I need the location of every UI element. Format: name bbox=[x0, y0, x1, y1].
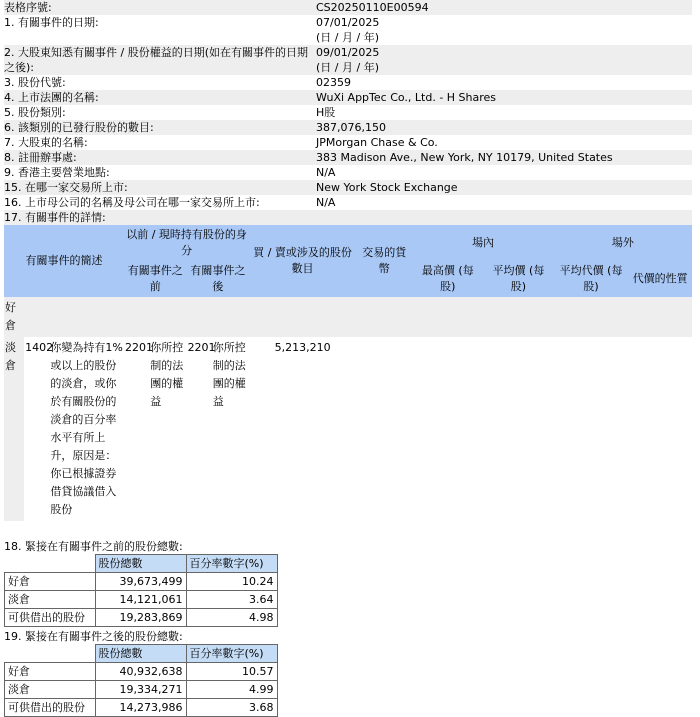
shares-total: 14,121,061 bbox=[95, 591, 186, 609]
percentage-header: 百分率數字(%) bbox=[186, 555, 277, 573]
field-row bbox=[4, 195, 692, 210]
percentage: 3.68 bbox=[186, 699, 277, 717]
shares-total: 14,273,986 bbox=[95, 699, 186, 717]
serial-label: 表格序號: bbox=[4, 1, 52, 14]
field-value: N/A bbox=[316, 166, 336, 179]
field-label: 3. 股份代號: bbox=[4, 76, 66, 89]
field-value: New York Stock Exchange bbox=[316, 181, 458, 194]
percentage: 4.98 bbox=[186, 609, 277, 627]
table-row bbox=[5, 699, 278, 717]
currency-header: 交易的貨幣 bbox=[356, 225, 412, 297]
average-price-header: 平均價 (每股) bbox=[483, 261, 554, 297]
event-detail-table bbox=[4, 225, 692, 521]
serial-value: CS20250110E00594 bbox=[316, 1, 429, 14]
shares-involved: 5,213,210 bbox=[274, 341, 331, 354]
field-value: 02359 bbox=[316, 76, 351, 89]
before-capacity-code: 2201 bbox=[125, 341, 154, 354]
field-value: 387,076,150 bbox=[316, 121, 386, 134]
row-label: 可供借出的股份 bbox=[5, 699, 96, 717]
serial-row bbox=[4, 0, 692, 15]
field-row bbox=[4, 180, 692, 195]
row-label: 好倉 bbox=[5, 663, 96, 681]
before-capacity-text: 你所控制的法團的權益 bbox=[150, 341, 184, 408]
shares-total: 19,283,869 bbox=[95, 609, 186, 627]
field-label: 5. 股份類別: bbox=[4, 106, 66, 119]
before-event-totals-table bbox=[4, 554, 278, 627]
field-row bbox=[4, 90, 692, 105]
section-19-title: 19. 緊接在有關事件之後的股份總數: bbox=[4, 630, 183, 643]
section-17-title-row bbox=[4, 210, 692, 225]
table-row bbox=[5, 609, 278, 627]
long-position-row bbox=[4, 297, 692, 337]
percentage: 3.64 bbox=[186, 591, 277, 609]
row-label: 可供借出的股份 bbox=[5, 609, 96, 627]
row-label: 淡倉 bbox=[5, 591, 96, 609]
field-value: N/A bbox=[316, 196, 336, 209]
after-event-header: 有關事件之後 bbox=[187, 261, 250, 297]
field-value: 09/01/2025 (日 / 月 / 年) bbox=[316, 46, 380, 74]
field-label: 1. 有關事件的日期: bbox=[4, 16, 99, 29]
shares-total: 19,334,271 bbox=[95, 681, 186, 699]
row-label: 好倉 bbox=[5, 573, 96, 591]
long-position-label: 好倉 bbox=[5, 301, 16, 332]
field-label: 2. 大股東知悉有關事件 / 股份權益的日期(如在有關事件的日期 之後): bbox=[4, 46, 308, 74]
holding-capacity-header: 以前 / 現時持有股份的身分 bbox=[124, 225, 249, 261]
description-header: 有關事件的簡述 bbox=[4, 225, 124, 297]
after-capacity-text: 你所控制的法團的權益 bbox=[212, 341, 246, 408]
field-row bbox=[4, 165, 692, 180]
event-description: 你變為持有1%或以上的股份的淡倉，或你於有關股份的淡倉的百分率水平有所上升，原因是：你已根據證券借貸協議借入股份 bbox=[50, 341, 123, 516]
field-row bbox=[4, 135, 692, 150]
percentage: 4.99 bbox=[186, 681, 277, 699]
shares-header: 買 / 賣或涉及的股份數目 bbox=[249, 225, 356, 297]
field-row bbox=[4, 75, 692, 90]
off-market-header: 場外 bbox=[554, 225, 692, 261]
highest-price-header: 最高價 (每股) bbox=[413, 261, 484, 297]
short-position-row bbox=[4, 337, 692, 521]
field-row bbox=[4, 120, 692, 135]
field-value: JPMorgan Chase & Co. bbox=[316, 136, 438, 149]
field-value: H股 bbox=[316, 106, 336, 119]
event-code: 1402 bbox=[25, 341, 54, 354]
table-row bbox=[5, 663, 278, 681]
section-18-title: 18. 緊接在有關事件之前的股份總數: bbox=[4, 540, 183, 553]
table-row bbox=[5, 591, 278, 609]
consideration-nature-header: 代價的性質 bbox=[628, 261, 692, 297]
shares-total: 40,932,638 bbox=[95, 663, 186, 681]
form-header bbox=[4, 0, 692, 225]
field-label: 9. 香港主要營業地點: bbox=[4, 166, 110, 179]
field-value: 383 Madison Ave., New York, NY 10179, United States bbox=[316, 151, 613, 164]
average-consideration-header: 平均代價 (每股) bbox=[554, 261, 629, 297]
field-row bbox=[4, 45, 692, 75]
after-event-totals-table bbox=[4, 644, 278, 717]
percentage: 10.57 bbox=[186, 663, 277, 681]
field-label: 6. 該類別的已發行股份的數目: bbox=[4, 121, 154, 134]
field-row bbox=[4, 105, 692, 120]
field-value: 07/01/2025 (日 / 月 / 年) bbox=[316, 16, 380, 44]
field-row bbox=[4, 15, 692, 45]
section-17-title: 17. 有關事件的詳情: bbox=[4, 211, 106, 224]
shares-total: 39,673,499 bbox=[95, 573, 186, 591]
table-row bbox=[5, 573, 278, 591]
row-label: 淡倉 bbox=[5, 681, 96, 699]
percentage-header: 百分率數字(%) bbox=[186, 645, 277, 663]
field-label: 16. 上市母公司的名稱及母公司在哪一家交易所上市: bbox=[4, 196, 260, 209]
after-capacity-code: 2201 bbox=[187, 341, 216, 354]
shares-total-header: 股份總數 bbox=[95, 645, 186, 663]
field-row bbox=[4, 150, 692, 165]
field-label: 4. 上市法團的名稱: bbox=[4, 91, 99, 104]
short-position-label: 淡倉 bbox=[4, 337, 24, 521]
shares-total-header: 股份總數 bbox=[95, 555, 186, 573]
field-value: WuXi AppTec Co., Ltd. - H Shares bbox=[316, 91, 497, 104]
on-market-header: 場內 bbox=[413, 225, 554, 261]
field-label: 15. 在哪一家交易所上市: bbox=[4, 181, 128, 194]
field-label: 7. 大股東的名稱: bbox=[4, 136, 88, 149]
field-label: 8. 註冊辦事處: bbox=[4, 151, 77, 164]
percentage: 10.24 bbox=[186, 573, 277, 591]
before-event-header: 有關事件之前 bbox=[124, 261, 187, 297]
